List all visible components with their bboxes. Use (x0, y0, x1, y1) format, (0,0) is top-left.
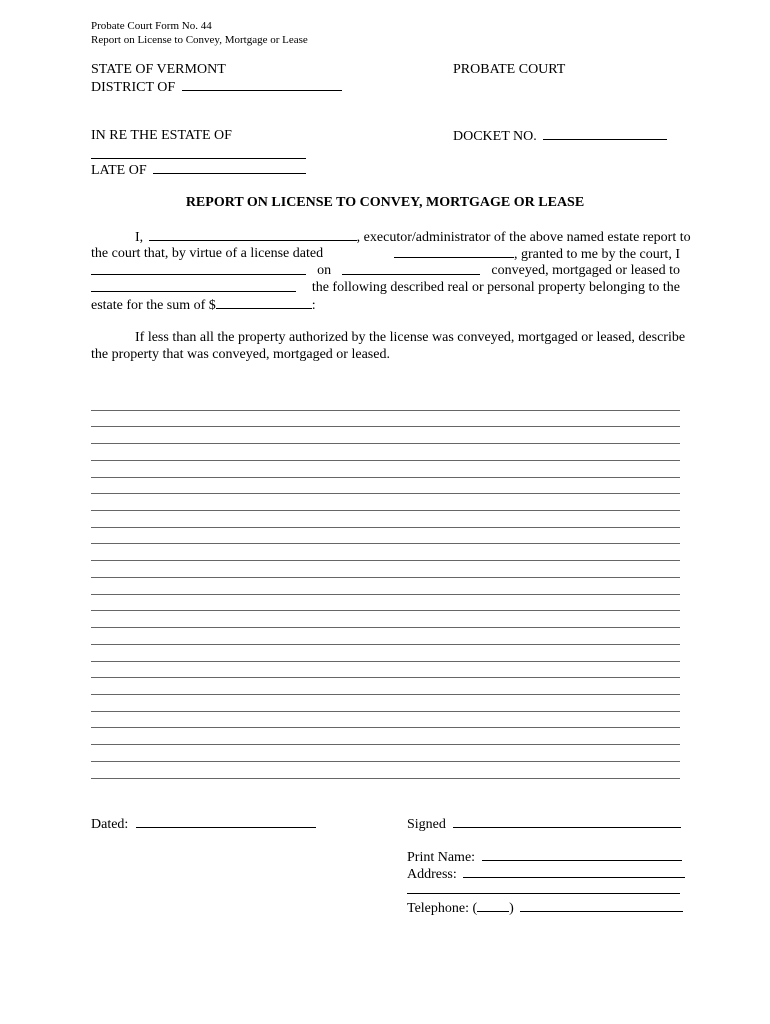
telephone-row (407, 899, 683, 917)
address-field[interactable] (463, 865, 685, 878)
description-line[interactable] (91, 494, 680, 511)
description-line[interactable] (91, 394, 680, 411)
description-line[interactable] (91, 762, 680, 779)
body-l5-end: : (311, 298, 316, 313)
description-line[interactable] (91, 745, 680, 762)
para2-line-2: the property that was conveyed, mortgaged or leased. (91, 347, 390, 362)
description-line[interactable] (91, 427, 680, 444)
body-l3-end: conveyed, mortgaged or leased to (491, 263, 680, 278)
description-line[interactable] (91, 662, 680, 679)
court-label: PROBATE COURT (453, 62, 566, 77)
late-of-label: LATE OF (91, 163, 147, 178)
body-l3-on: on (317, 263, 332, 278)
body-l4-end: the following described real or personal property belonging to the (311, 280, 680, 295)
body-line-5 (91, 296, 316, 314)
print-name-field[interactable] (482, 848, 682, 861)
executor-name-field[interactable] (149, 228, 357, 241)
description-line[interactable] (91, 478, 680, 495)
body-line-1 (135, 228, 691, 246)
description-line[interactable] (91, 578, 680, 595)
docket-label: DOCKET NO. (453, 129, 537, 144)
district-label: DISTRICT OF (91, 80, 176, 95)
description-line[interactable] (91, 528, 680, 545)
print-name-row (407, 848, 682, 866)
signed-row (407, 815, 681, 833)
in-re-label: IN RE THE ESTATE OF (91, 128, 232, 143)
telephone-field[interactable] (520, 899, 683, 912)
area-code-field[interactable] (477, 899, 509, 912)
description-line[interactable] (91, 678, 680, 695)
form-number: Probate Court Form No. 44 (91, 20, 212, 32)
district-field[interactable] (182, 78, 342, 91)
description-line[interactable] (91, 728, 680, 745)
estate-name-field[interactable] (91, 158, 306, 159)
telephone-close-paren: ) (509, 901, 514, 916)
description-line[interactable] (91, 544, 680, 561)
address-label: Address: (407, 867, 457, 882)
signed-label: Signed (407, 817, 446, 832)
sum-field[interactable] (216, 296, 312, 309)
body-line-4 (91, 279, 680, 296)
description-line[interactable] (91, 695, 680, 712)
late-of-field[interactable] (153, 161, 306, 174)
description-line[interactable] (91, 461, 680, 478)
print-name-label: Print Name: (407, 850, 476, 865)
property-description-area[interactable] (91, 394, 680, 779)
report-title: REPORT ON LICENSE TO CONVEY, MORTGAGE OR LEASE (185, 195, 585, 210)
license-date-field[interactable] (394, 245, 514, 258)
state-label: STATE OF VERMONT (91, 62, 226, 77)
signature-field[interactable] (453, 815, 681, 828)
body-l5-start: estate for the sum of $ (91, 298, 216, 313)
dated-row (91, 815, 316, 833)
district-row (91, 78, 342, 96)
dated-label: Dated: (91, 817, 129, 832)
description-line[interactable] (91, 628, 680, 645)
body-l2-end: , granted to me by the court, I (513, 247, 680, 262)
telephone-label: Telephone: ( (407, 901, 478, 916)
description-line[interactable] (91, 411, 680, 428)
grantee-field[interactable] (91, 279, 296, 292)
description-line[interactable] (91, 561, 680, 578)
docket-row (453, 127, 667, 145)
description-line[interactable] (91, 511, 680, 528)
body-l1-start: I, (135, 230, 144, 245)
body-line-3 (91, 262, 680, 279)
description-line[interactable] (91, 444, 680, 461)
dated-field[interactable] (136, 815, 316, 828)
para2-line-1: If less than all the property authorized by the license was conveyed, mortgaged or leased, describe (135, 330, 686, 345)
description-line[interactable] (91, 595, 680, 612)
description-line[interactable] (91, 645, 680, 662)
body-line-2 (91, 245, 680, 263)
docket-field[interactable] (543, 127, 667, 140)
conveyance-date-field[interactable] (342, 262, 480, 275)
body-l2-start: the court that, by virtue of a license dated (91, 246, 324, 261)
address-field-2[interactable] (407, 893, 680, 894)
conveyance-party-field[interactable] (91, 262, 306, 275)
late-of-row (91, 161, 306, 179)
description-line[interactable] (91, 712, 680, 729)
address-row (407, 865, 685, 883)
form-title-small: Report on License to Convey, Mortgage or Lease (91, 34, 308, 46)
description-line[interactable] (91, 611, 680, 628)
body-l1-end: , executor/administrator of the above named estate report to (356, 230, 691, 245)
